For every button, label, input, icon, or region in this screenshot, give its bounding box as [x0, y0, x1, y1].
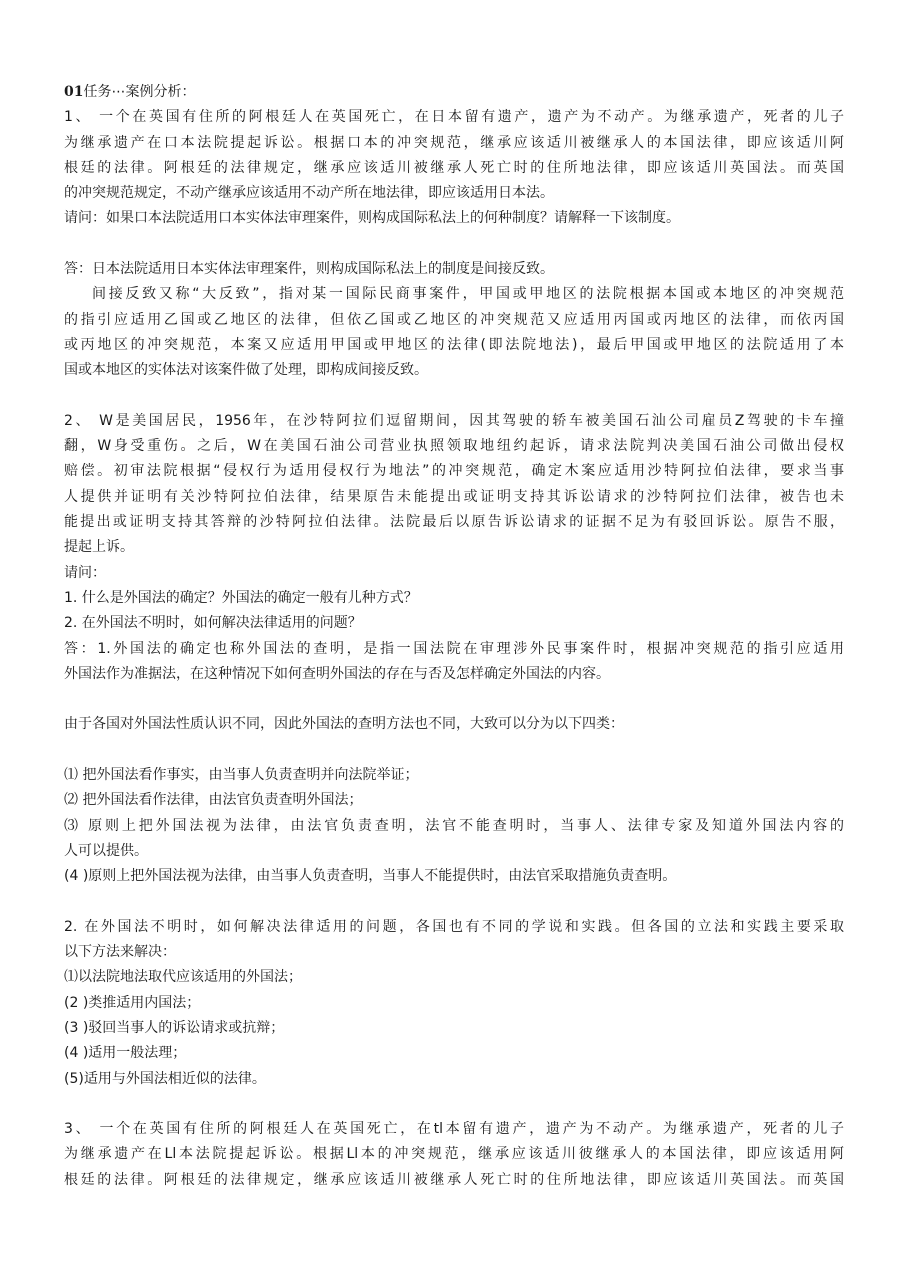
case3-line: 3、 一个在英国有住所的阿根廷人在英国死亡，在tl本留有遗产，遗产为不动产。为继承遗产，死者的儿子 — [64, 1121, 844, 1138]
case1-answer-line: 间接反致又称“大反致”，指对某一国际民商事案件，甲国或甲地区的法院根据本国或本地区的冲突规范 — [92, 286, 844, 303]
case2-line: 能提出或证明支持其答辩的沙特阿拉伯法律。法院最后以原告诉讼请求的证据不足为有驳回诉讼。原告不服， — [64, 514, 844, 531]
case3-line: 为继承遗产在Ll本法院提起诉讼。根据Ll本的冲突规范，继承应该适川彼继承人的本国法律，即应该适用阿 — [64, 1146, 844, 1163]
title-number: 01 — [64, 84, 84, 100]
solution-item: (3 )驳回当事人的诉讼请求或抗辩； — [64, 1019, 285, 1036]
solution-item: ⑴以法院地法取代应该适用的外国法； — [64, 969, 302, 986]
case2-question-label: 请问： — [64, 564, 106, 581]
case2-answer-line: 外国法作为准据法，在这种情况下如何查明外国法的存在与否及怎样确定外国法的内容。 — [64, 665, 610, 682]
solution-item: (5)适用与外国法相近似的法律。 — [64, 1070, 266, 1087]
case2-answer-line: 答：1.外国法的确定也称外国法的查明，是指一国法院在审理涉外民事案件时，根据冲突规范的指引应适用 — [64, 640, 844, 657]
case1-question: 请问：如果口本法院适用口本实体法审理案件，则构成国际私法上的何种制度？请解释一下该制度。 — [64, 210, 680, 227]
case1-answer-line: 或丙地区的冲突规范，本案又应适用甲国或甲地区的法律(即法院地法)，最后甲国或甲地区的法院适用了本 — [64, 336, 844, 353]
document-body — [64, 80, 844, 1193]
case2-line: 2、 W是美国居民，1956年，在沙特阿拉们逗留期间，因其驾驶的轿车被美国石汕公司雇员Z驾驶的卡车撞 — [64, 412, 844, 429]
case2-line: 赔偿。初审法院根据“侵权行为适用侵权行为地法”的冲突规范，确定木案应适用沙特阿拉伯法律，要求当事 — [64, 463, 844, 480]
case2-question-item: 1. 什么是外国法的确定？外国法的确定一般有儿种方式？ — [64, 589, 418, 606]
method-item: ⑶ 原则上把外国法视为法律，由法官负责查明，法官不能查明时，当事人、法律专家及知道外国法内容的 — [64, 817, 844, 834]
case2-line: 人提供并证明有关沙特阿拉伯法律，结果原告未能提出或证明支持其诉讼请求的沙特阿拉们法律，被告也未 — [64, 488, 844, 505]
case2-intro: 由于各国对外国法性质认识不同，因此外国法的查明方法也不同，大致可以分为以下四类： — [64, 716, 624, 733]
case1-line: 根廷的法律。阿根廷的法律规定，继承应该适川被继承人死亡时的住所地法律，即应该适川英国法。而英国 — [64, 159, 844, 176]
case1-answer: 答：日本法院适用日本实体法审理案件，则构成国际私法上的制度是间接反致。 — [64, 261, 554, 278]
solution-item: (4 )适用一般法理； — [64, 1045, 187, 1062]
case1-line: 的冲突规范规定，不动产继承应该适用不动产所在地法律，即应该适用日本法。 — [64, 185, 554, 202]
case1-answer-line: 国或本地区的实体法对该案件做了处理，即构成间接反致。 — [64, 362, 428, 379]
case2-line: 提起上诉。 — [64, 539, 134, 556]
method-item: ⑴ 把外国法看作事实，由当事人负责查明并向法院举证； — [64, 767, 419, 784]
case1-answer-line: 的指引应适用乙国或乙地区的法律，但依乙国或乙地区的冲突规范又应适用丙国或丙地区的法律，而依丙国 — [64, 311, 844, 328]
case2-question-item: 2. 在外国法不明时，如何解决法律适用的问题？ — [64, 615, 362, 632]
solution-item: (2 )类推适用内国法； — [64, 994, 201, 1011]
method-item: 人可以提供。 — [64, 842, 148, 859]
case3-line: 根廷的法律。阿根廷的法律规定，继承应该适川被继承人死亡时的住所地法律，即应该适川英国法。而英国 — [64, 1171, 844, 1188]
case2-answer2-line: 以下方法来解决： — [64, 944, 176, 961]
doc-title — [64, 80, 844, 105]
case2-line: 翻，W身受重伤。之后，W在美国石油公司营业执照领取地纽约起诉，请求法院判决美国石油公司做出侵权 — [64, 438, 844, 455]
case2-answer2-line: 2. 在外国法不明时，如何解决法律适用的问题，各国也有不同的学说和实践。但各国的立法和实践主要采取 — [64, 918, 844, 935]
case1-line: 1、 一个在英国有住所的阿根廷人在英国死亡，在日本留有遗产，遗产为不动产。为继承遗产，死者的儿子 — [64, 109, 844, 126]
case1-line: 为继承遗产在口本法院提起诉讼。根据口本的冲突规范，继承应该适川被继承人的本国法律，即应该适川阿 — [64, 134, 844, 151]
method-item: ⑵ 把外国法看作法律，由法官负责查明外国法； — [64, 792, 363, 809]
title-text: 任务⋯案例分析： — [83, 84, 196, 100]
method-item: (4 )原则上把外国法视为法律，由当事人负责查明，当事人不能提供时，由法官采取措施负责查明。 — [64, 868, 677, 885]
